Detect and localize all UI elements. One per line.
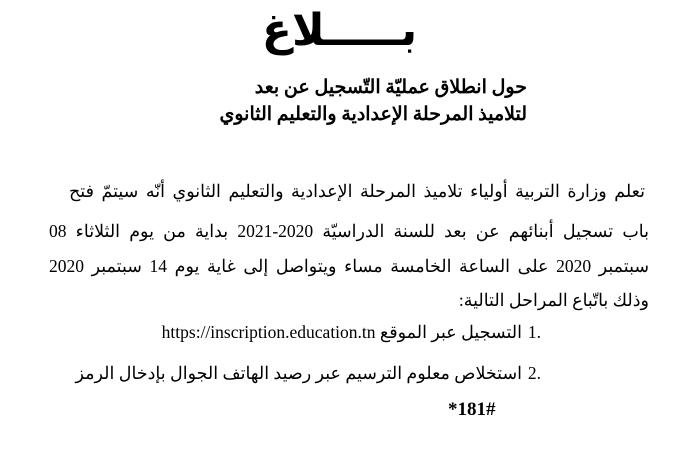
step-text-1: التسجيل عبر الموقع https://inscription.education.tn (161, 322, 522, 342)
paragraph-line-4: وذلك باتّباع المراحل التالية: (458, 290, 649, 310)
step-text-2: استخلاص معلوم الترسيم عبر رصيد الهاتف الجوال بإدخال الرمز (75, 363, 522, 383)
subtitle-line-1: حول انطلاق عمليّة التّسجيل عن بعد (254, 77, 527, 98)
paragraph-line-3: سبتمبر 2020 على الساعة الخامسة مساء ويتواصل إلى غاية يوم 14 سبتمبر 2020 (49, 256, 650, 276)
announcement-title: بـــــلاغ (261, 5, 418, 56)
paragraph-line-2: باب تسجيل أبنائهم عن بعد للسنة الدراسيّة 2020-2021 بداية من يوم الثلاثاء 08 (49, 221, 649, 241)
step-number-2: 2. (527, 363, 541, 383)
ussd-code: *181# (448, 399, 496, 420)
paragraph-line-1: تعلم وزارة التربية أولياء تلاميذ المرحلة الإعدادية والتعليم الثانوي أنّه سيتمّ فتح (69, 181, 645, 201)
subtitle-line-2: لتلاميذ المرحلة الإعدادية والتعليم الثانوي (219, 104, 527, 125)
step-number-1: 1. (527, 322, 541, 342)
